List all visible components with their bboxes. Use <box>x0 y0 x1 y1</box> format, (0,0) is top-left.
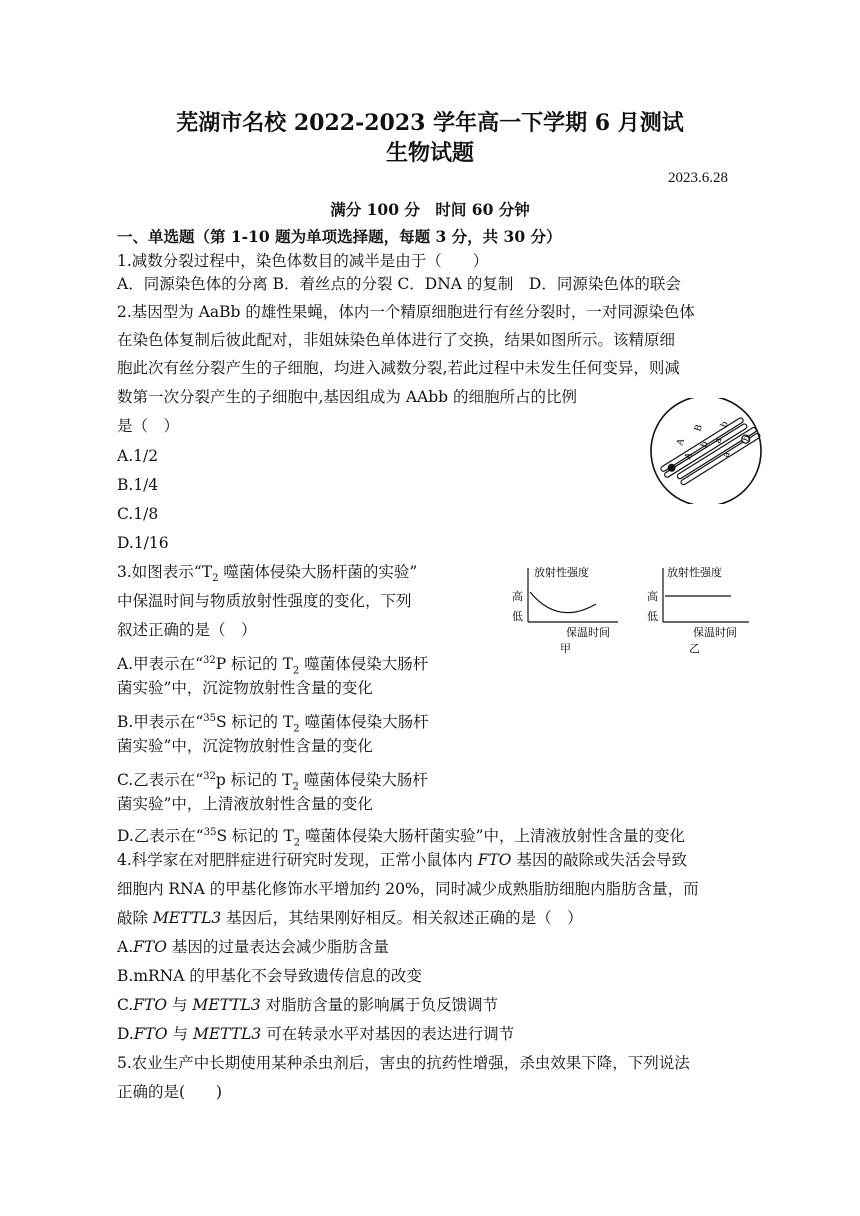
q4-option-c: C.FTO 与 METTL3 对脂肪含量的影响属于负反馈调节 <box>117 996 499 1014</box>
q3-option-c: C.乙表示在“$^{32}$p 标记的 $T_2$ 噬菌体侵染大肠杆 <box>117 771 428 793</box>
gene-label: A <box>675 437 687 447</box>
q2-option-c: C.1/8 <box>117 505 159 523</box>
q3-option-c-cont: 菌实验”中，上清液放射性含量的变化 <box>117 795 373 813</box>
q2-option-b: B.1/4 <box>117 476 159 494</box>
q3-line2: 中保温时间与物质放射性强度的变化，下列 <box>117 592 412 610</box>
graph-jia-low: 低 <box>512 610 523 623</box>
gene-label: b <box>719 420 731 429</box>
q3-line3: 叙述正确的是（ ） <box>117 621 257 639</box>
q2-line5: 是（ ） <box>117 417 180 435</box>
graph-jia-ylabel: 放射性强度 <box>534 566 589 579</box>
graph-yi-xlabel: 保温时间 <box>693 626 737 639</box>
page-title: 芜湖市名校 2022-2023 学年高一下学期 6 月测试 <box>176 110 684 136</box>
gene-label: a <box>713 436 725 445</box>
graph-yi-low: 低 <box>647 610 658 623</box>
graph-jia <box>508 560 628 660</box>
gene-label: b <box>741 434 753 443</box>
gene-label: B <box>693 423 705 433</box>
q3-option-a-cont: 菌实验”中，沉淀物放射性含量的变化 <box>117 679 373 697</box>
section-heading: 一、单选题（第 1-10 题为单项选择题，每题 3 分，共 30 分） <box>117 227 562 246</box>
graph-jia-xlabel: 保温时间 <box>566 626 610 639</box>
q4-line1: 4.科学家在对肥胖症进行研究时发现，正常小鼠体内 FTO 基因的敲除或失活会导致 <box>117 851 687 869</box>
q4-line2: 细胞内 RNA 的甲基化修饰水平增加约 20%，同时减少成熟脂肪细胞内脂肪含量，而 <box>117 880 699 898</box>
q3-option-b-cont: 菌实验”中，沉淀物放射性含量的变化 <box>117 737 373 755</box>
q2-line1: 2.基因型为 AaBb 的雄性果蝇，体内一个精原细胞进行有丝分裂时，一对同源染色体 <box>117 303 695 321</box>
exam-date: 2023.6.28 <box>668 170 728 186</box>
q4-option-a: A.FTO 基因的过量表达会减少脂肪含量 <box>117 938 389 956</box>
q3-option-a: A.甲表示在“$^{32}$P 标记的 $T_2$ 噬菌体侵染大肠杆 <box>117 655 429 677</box>
graph-yi-ylabel: 放射性强度 <box>667 566 722 579</box>
graph-jia-high: 高 <box>512 590 523 603</box>
q3-option-b: B.甲表示在“$^{35}$S 标记的 $T_2$ 噬菌体侵染大肠杆 <box>117 713 429 735</box>
graph-yi-name: 乙 <box>689 642 700 655</box>
q2-line2: 在染色体复制后彼此配对，非姐妹染色单体进行了交换，结果如图所示。该精原细 <box>117 331 676 349</box>
q1-options: A．同源染色体的分离 B．着丝点的分裂 C．DNA 的复制 D．同源染色体的联会 <box>117 275 681 293</box>
q4-option-b: B.mRNA 的甲基化不会导致遗传信息的改变 <box>117 967 422 985</box>
gene-label: A <box>683 451 695 461</box>
q2-line3: 胞此次有丝分裂产生的子细胞，均进入减数分裂,若此过程中未发生任何变异，则减 <box>117 359 680 377</box>
q5-line1: 5.农业生产中长期使用某种杀虫剂后，害虫的抗药性增强，杀虫效果下降，下列说法 <box>117 1054 690 1072</box>
q2-option-a: A.1/2 <box>117 447 159 465</box>
score-time: 满分 100 分 时间 60 分钟 <box>330 200 530 219</box>
gene-label: a <box>721 450 733 459</box>
q4-option-d: D.FTO 与 METTL3 可在转录水平对基因的表达进行调节 <box>117 1025 515 1043</box>
graph-jia-curve <box>530 592 596 613</box>
q4-line3: 敲除 METTL3 基因后，其结果刚好相反。相关叙述正确的是（ ） <box>117 909 583 927</box>
graph-jia-name: 甲 <box>560 642 571 655</box>
q3-option-d: D.乙表示在“$^{35}$S 标记的 $T_2$ 噬菌体侵染大肠杆菌实验”中，上清液放射性含量的变化 <box>117 827 686 849</box>
q3-line1: 3.如图表示“$T_2$ 噬菌体侵染大肠杆菌的实验” <box>117 563 418 585</box>
q5-line2: 正确的是( ) <box>117 1083 223 1101</box>
gene-label: b <box>699 440 711 449</box>
page-subtitle: 生物试题 <box>385 140 474 166</box>
chromosome-figure <box>646 398 766 504</box>
q1-stem: 1.减数分裂过程中，染色体数目的减半是由于（ ） <box>117 252 489 270</box>
q2-line4: 数第一次分裂产生的子细胞中,基因组成为 AAbb 的细胞所占的比例 <box>117 388 578 406</box>
graph-yi-high: 高 <box>647 590 658 603</box>
q2-option-d: D.1/16 <box>117 534 169 552</box>
cell-outline <box>651 398 761 504</box>
graph-yi <box>645 560 755 660</box>
